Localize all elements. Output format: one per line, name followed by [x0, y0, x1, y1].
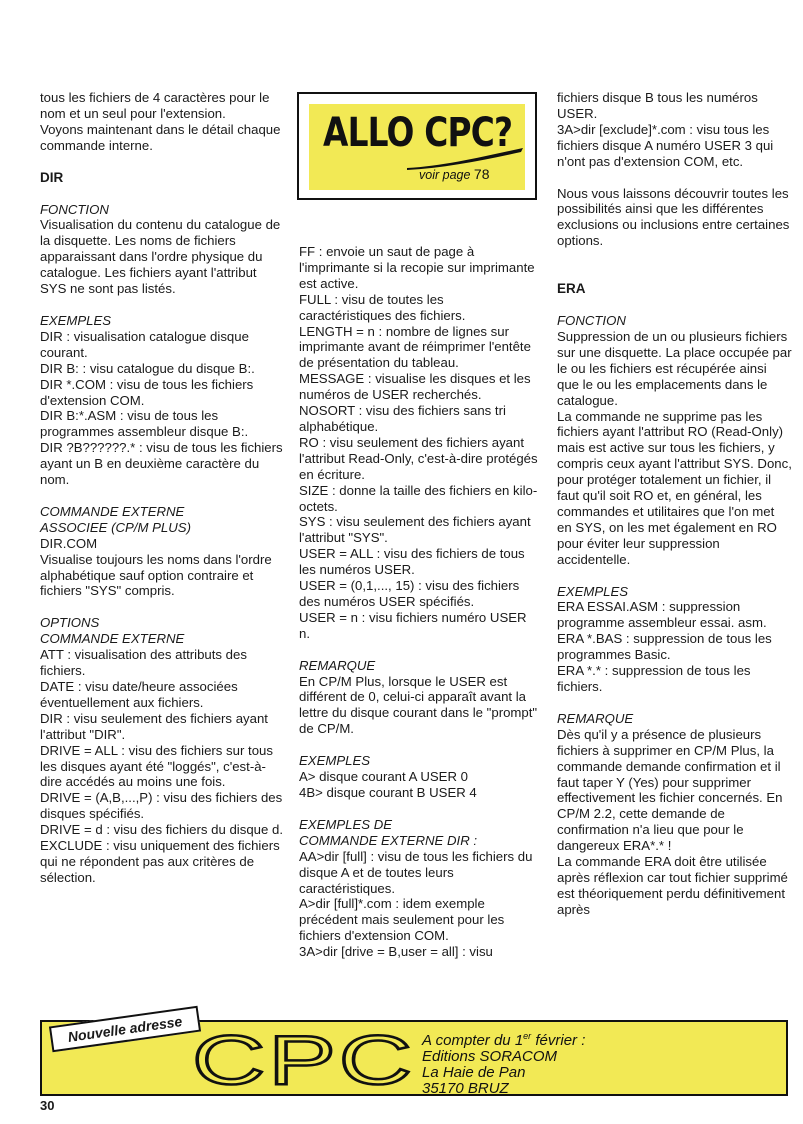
paragraph: DRIVE = (A,B,...,P) : visu des fichiers des disques spécifiés. [40, 790, 283, 822]
section-heading: ERA [557, 281, 586, 297]
paragraph: DATE : visu date/heure associées éventuellement aux fichiers. [40, 679, 238, 710]
paragraph: En CP/M Plus, lorsque le USER est différent de 0, celui-ci apparaît avant la lettre du disque courant dans le "prompt" de CP/M. [299, 673, 538, 737]
paragraph: FULL : visu de toutes les caractéristiques des fichiers. [299, 291, 466, 323]
spacer [557, 297, 792, 313]
spacer [557, 170, 792, 186]
paragraph: La commande ERA doit être utilisée après réflexion car tout fichier supprimé est théoriquement perdu définitivement après [557, 854, 788, 917]
paragraph: RO : visu seulement des fichiers ayant l'attribut Read-Only, c'est-à-dire protégés en écriture. [299, 434, 538, 482]
paragraph: A> disque courant A USER 0 [299, 769, 468, 785]
paragraph: DIR ?B??????.* : visu de tous les fichiers ayant un B en deuxième caractère du nom. [40, 440, 283, 488]
paragraph: FF : envoie un saut de page à l'imprimante si la recopie sur imprimante est active. [299, 244, 535, 291]
paragraph: DIR B:*.ASM : visu de tous les programmes assembleur disque B:. [40, 408, 249, 440]
spacer [299, 801, 539, 817]
spacer [557, 568, 792, 584]
address-line-city: 35170 BRUZ [422, 1080, 509, 1097]
allo-cpc-voir-label: voir page [419, 168, 471, 182]
paragraph: EXCLUDE : visu uniquement des fichiers qui ne répondent pas aux critères de sélection. [40, 838, 280, 885]
paragraph: LENGTH = n : nombre de lignes sur imprimante avant de réimprimer l'entête de présentation du tableau. [299, 323, 531, 371]
address-block [422, 1028, 585, 1097]
subheading: COMMANDE EXTERNE [40, 631, 185, 647]
paragraph: tous les fichiers de 4 caractères pour le nom et un seul pour l'extension. [40, 90, 270, 121]
spacer [40, 488, 284, 504]
spacer [299, 642, 539, 658]
subheading: FONCTION [557, 313, 626, 329]
address-date-text: A compter du 1 [422, 1032, 524, 1049]
paragraph: MESSAGE : visualise les disques et les numéros de USER recherchés. [299, 371, 531, 403]
paragraph: ERA ESSAI.ASM : suppression programme assembleur essai. asm. [557, 599, 767, 631]
paragraph: Voyons maintenant dans le détail chaque commande interne. [40, 121, 281, 153]
paragraph: SIZE : donne la taille des fichiers en kilo-octets. [299, 482, 538, 514]
paragraph: Visualise toujours les noms dans l'ordre alphabétique sauf option contraire et fichiers "SYS" compris. [40, 551, 272, 599]
address-line-date [422, 1028, 585, 1049]
address-line-street: La Haie de Pan [422, 1064, 526, 1081]
paragraph: 3A>dir [exclude]*.com : visu tous les fichiers disque A numéro USER 3 qui n'ont pas d'extension COM, etc. [557, 121, 774, 169]
paragraph: DIR : visualisation catalogue disque courant. [40, 328, 249, 360]
subheading: COMMANDE EXTERNE [40, 503, 185, 519]
spacer [40, 186, 284, 202]
spacer [557, 249, 792, 265]
subheading: EXEMPLES [557, 583, 629, 599]
allo-cpc-title: ALLO CPC? [323, 110, 513, 156]
paragraph: 3A>dir [drive = B,user = all] : visu [299, 944, 493, 960]
new-address-ribbon: Nouvelle adresse [49, 1006, 201, 1053]
subheading: REMARQUE [557, 710, 634, 726]
allo-cpc-panel [309, 104, 525, 190]
spacer [557, 265, 792, 281]
paragraph: DIR *.COM : visu de tous les fichiers d'extension COM. [40, 376, 254, 408]
paragraph: La commande ne supprime pas les fichiers ayant l'attribut RO (Read-Only) mais est active sur tous les fichiers, y compris ceux ayant l'attribut SYS. Donc, pour protéger totalement un fichier, il faut qu'il soit RO et, en général, les commandes et utilitaires que l'on met en SYS, on les met également en RO pour éviter leur suppression accidentelle. [557, 408, 792, 567]
subheading: ASSOCIEE (CP/M PLUS) [40, 519, 191, 535]
spacer [40, 297, 284, 313]
cpc-logo: CPC [192, 1021, 416, 1099]
subheading: EXEMPLES [40, 312, 112, 328]
paragraph: ATT : visualisation des attributs des fichiers. [40, 647, 247, 679]
paragraph: A>dir [full]*.com : idem exemple précédent mais seulement pour les fichiers d'extension COM. [299, 896, 505, 944]
paragraph: Suppression de un ou plusieurs fichiers sur une disquette. La place occupée par le ou les fichiers est récupérée ainsi que le ou les emplacements dans le catalogue. [557, 328, 792, 408]
address-line-company: Editions SORACOM [422, 1048, 558, 1065]
paragraph: DRIVE = ALL : visu des fichiers sur tous les disques ayant été "loggés", c'est-à-dire accédés au moins une fois. [40, 742, 273, 790]
spacer [557, 695, 792, 711]
page-number: 30 [40, 1098, 55, 1113]
spacer [40, 599, 284, 615]
paragraph: USER = (0,1,..., 15) : visu des fichiers des numéros USER spécifiés. [299, 578, 520, 609]
subheading: FONCTION [40, 201, 109, 217]
paragraph: Dès qu'il y a présence de plusieurs fichiers à supprimer en CP/M Plus, la commande demande confirmation et il faut taper Y (Yes) pour supprimer effectivement les fichier concernés. En CP/M 2.2, cette demande de confirmation n'a lieu que pour le dangereux ERA*.* ! [557, 726, 783, 854]
paragraph: DRIVE = d : visu des fichiers du disque d. [40, 822, 283, 838]
paragraph: DIR : visu seulement des fichiers ayant l'attribut "DIR". [40, 710, 268, 742]
spacer [299, 737, 539, 753]
subheading: REMARQUE [299, 657, 376, 673]
paragraph: DIR B: : visu catalogue du disque B:. [40, 360, 255, 376]
column-2 [299, 244, 539, 960]
subheading: EXEMPLES DE [299, 816, 393, 832]
paragraph: 4B> disque courant B USER 4 [299, 785, 477, 800]
paragraph: fichiers disque B tous les numéros USER. [557, 90, 758, 121]
paragraph: Nous vous laissons découvrir toutes les possibilités ainsi que les différentes exclusions ou inclusions entre certaines options. [557, 185, 790, 249]
subheading: EXEMPLES [299, 753, 371, 769]
paragraph: AA>dir [full] : visu de tous les fichiers du disque A et de toutes leurs caractéristiques. [299, 848, 533, 896]
allo-cpc-page-number: 78 [473, 166, 490, 182]
spacer [40, 154, 284, 170]
paragraph: USER = ALL : visu des fichiers de tous les numéros USER. [299, 546, 525, 578]
paragraph: DIR.COM [40, 535, 98, 551]
paragraph: Visualisation du contenu du catalogue de la disquette. Les noms de fichiers apparaissant dans l'ordre physique du catalogue. Les fichiers ayant l'attribut SYS ne sont pas listés. [40, 217, 281, 297]
allo-cpc-see-page [419, 166, 490, 182]
address-date-sup: er [523, 1031, 532, 1041]
column-1 [40, 90, 284, 886]
section-heading: DIR [40, 169, 64, 185]
paragraph: NOSORT : visu des fichiers sans tri alphabétique. [299, 403, 506, 434]
paragraph: ERA *.* : suppression de tous les fichiers. [557, 663, 751, 694]
column-3 [557, 90, 792, 918]
paragraph: SYS : visu seulement des fichiers ayant l'attribut "SYS". [299, 514, 531, 546]
subheading: OPTIONS [40, 615, 100, 631]
new-address-banner [40, 1013, 788, 1099]
allo-cpc-box [297, 92, 537, 200]
subheading: COMMANDE EXTERNE DIR : [299, 832, 478, 848]
address-date-suffix: février : [531, 1032, 586, 1049]
paragraph: ERA *.BAS : suppression de tous les programmes Basic. [557, 631, 772, 663]
paragraph: USER = n : visu fichiers numéro USER n. [299, 609, 527, 641]
